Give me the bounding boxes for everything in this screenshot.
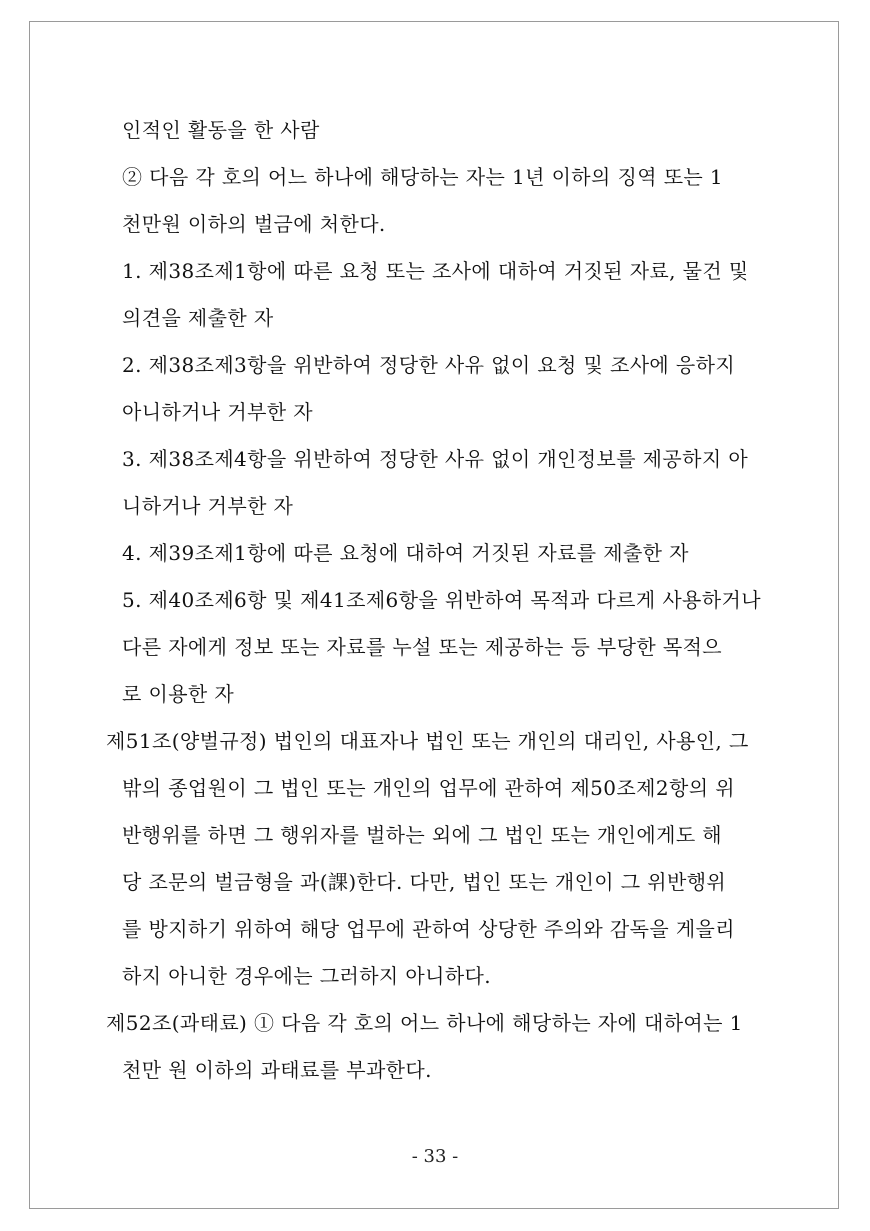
body-line: 의견을 제출한 자 [122,306,274,330]
body-line: 4. 제39조제1항에 따른 요청에 대하여 거짓된 자료를 제출한 자 [122,541,689,565]
body-line: 천만 원 이하의 과태료를 부과한다. [122,1058,432,1082]
body-line: 5. 제40조제6항 및 제41조제6항을 위반하여 목적과 다르게 사용하거나 [122,588,761,612]
body-line: 2. 제38조제3항을 위반하여 정당한 사유 없이 요청 및 조사에 응하지 [122,353,736,377]
body-line: 니하거나 거부한 자 [122,494,294,518]
body-line: 3. 제38조제4항을 위반하여 정당한 사유 없이 개인정보를 제공하지 아 [122,447,749,471]
body-line: 1. 제38조제1항에 따른 요청 또는 조사에 대하여 거짓된 자료, 물건 및 [122,259,749,283]
body-line: 다른 자에게 정보 또는 자료를 누설 또는 제공하는 등 부당한 목적으 [122,635,723,659]
body-line: 반행위를 하면 그 행위자를 벌하는 외에 그 법인 또는 개인에게도 해 [122,823,723,847]
body-line: 당 조문의 벌금형을 과(課)한다. 다만, 법인 또는 개인이 그 위반행위 [122,870,727,894]
body-line: 아니하거나 거부한 자 [122,400,313,424]
article-heading-line: 제51조(양벌규정) 법인의 대표자나 법인 또는 개인의 대리인, 사용인, 그 [106,729,749,753]
body-line: 밖의 종업원이 그 법인 또는 개인의 업무에 관하여 제50조제2항의 위 [122,776,735,800]
article-heading-line: 제52조(과태료) ① 다음 각 호의 어느 하나에 해당하는 자에 대하여는 1 [106,1011,743,1035]
body-line: ② 다음 각 호의 어느 하나에 해당하는 자는 1년 이하의 징역 또는 1 [122,165,724,189]
body-line: 를 방지하기 위하여 해당 업무에 관하여 상당한 주의와 감독을 게을리 [122,917,735,941]
body-line: 로 이용한 자 [122,682,235,706]
body-line: 하지 아니한 경우에는 그러하지 아니하다. [122,964,492,988]
body-line: 천만원 이하의 벌금에 처한다. [122,212,386,236]
body-line: 인적인 활동을 한 사람 [122,118,320,142]
page-number: - 33 - [411,1146,459,1167]
